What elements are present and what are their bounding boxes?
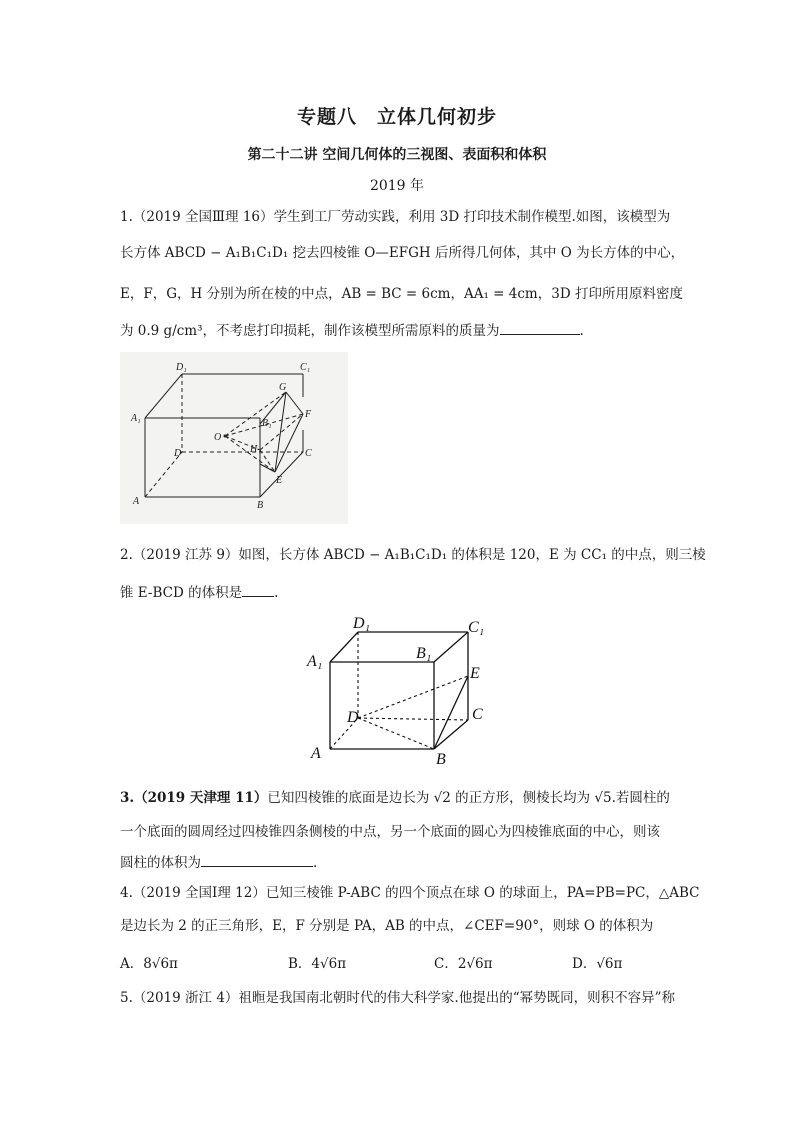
q1-label-e: E <box>276 475 283 486</box>
q1-cuboid-figure <box>120 352 348 524</box>
q3-source: （2019 天津理 11） <box>134 790 268 806</box>
q2-line-1: 2.（2019 江苏 9）如图，长方体 ABCD − A₁B₁C₁D₁ 的体积是 120，E 为 CC₁ 的中点，则三棱 <box>120 547 706 563</box>
q2-label-b: B <box>436 751 446 768</box>
q1-label-d1: D₁ <box>176 362 187 373</box>
q1-label-d: D <box>174 448 182 459</box>
q1-label-h: H <box>250 444 258 455</box>
q4-option-a: A．8√6π <box>120 956 178 972</box>
q3-line-2: 一个底面的圆周经过四棱锥四条侧棱的中点，另一个底面的圆心为四棱锥底面的中心，则该 <box>120 824 660 840</box>
q1-label-c1: C₁ <box>300 362 311 373</box>
q4-line-2: 是边长为 2 的正三角形，E，F 分别是 PA，AB 的中点，∠CEF=90°，则球 O 的体积为 <box>120 918 654 934</box>
q2-label-d: D <box>347 709 359 726</box>
q1-label-b: B <box>257 500 264 511</box>
q2-label-e: E <box>470 665 480 682</box>
q1-line-4-text: 为 0.9 g/cm³，不考虑打印损耗，制作该模型所需原料的质量为 <box>120 323 500 339</box>
q3-line-1-text: 已知四棱锥的底面是边长为 √2 的正方形，侧棱长均为 √5.若圆柱的 <box>267 790 670 806</box>
q2-label-a1: A₁ <box>307 653 323 670</box>
q1-label-o: O <box>214 432 222 443</box>
q3-number: 3. <box>120 790 135 806</box>
q4-option-d: D．√6π <box>572 956 623 972</box>
year-heading: 2019 年 <box>369 178 425 194</box>
q1-label-f: F <box>305 409 312 420</box>
q1-line-4 <box>120 320 690 341</box>
q1-label-a1: A₁ <box>131 413 141 424</box>
q1-answer-blank <box>500 320 580 335</box>
q3-line-3-end: . <box>313 855 318 871</box>
page-subtitle: 第二十二讲 空间几何体的三视图、表面积和体积 <box>247 147 547 163</box>
q1-line-3: E，F，G，H 分别为所在棱的中点，AB = BC = 6cm，AA₁ = 4cm，3D 打印所用原料密度 <box>120 286 683 302</box>
q2-answer-blank <box>242 582 274 597</box>
q2-line-2-end: . <box>274 585 279 601</box>
page-title: 专题八 立体几何初步 <box>296 106 497 128</box>
q3-line-3 <box>120 852 690 873</box>
q1-label-b1: B₁ <box>262 418 272 429</box>
q1-line-4-end: . <box>579 323 584 339</box>
q2-label-c1: C₁ <box>468 619 485 636</box>
q1-label-g: G <box>279 382 287 393</box>
q2-line-2-text: 锥 E-BCD 的体积是 <box>120 585 243 601</box>
q2-cuboid-figure <box>300 610 500 770</box>
q2-label-a: A <box>311 745 321 762</box>
q1-center-point-o <box>224 435 227 438</box>
q1-label-c: C <box>305 448 312 459</box>
q2-label-c: C <box>472 706 483 723</box>
q2-label-b1: B₁ <box>416 645 432 662</box>
q1-line-2: 长方体 ABCD − A₁B₁C₁D₁ 挖去四棱锥 O—EFGH 后所得几何体，其中 O 为长方体的中心， <box>120 245 685 261</box>
q3-line-1 <box>120 788 690 808</box>
q2-label-d1: D₁ <box>353 615 371 632</box>
q1-label-a: A <box>133 496 140 507</box>
q1-line-1: 1.（2019 全国Ⅲ理 16）学生到工厂劳动实践，利用 3D 打印技术制作模型.如图，该模型为 <box>120 209 671 225</box>
q2-line-2 <box>120 582 690 603</box>
q4-option-b: B．4√6π <box>288 956 347 972</box>
q4-line-1: 4.（2019 全国Ⅰ理 12）已知三棱锥 P-ABC 的四个顶点在球 O 的球面上，PA=PB=PC，△ABC <box>120 885 700 901</box>
q3-answer-blank <box>201 852 313 867</box>
q5-line-1: 5.（2019 浙江 4）祖暅是我国南北朝时代的伟大科学家.他提出的“幂势既同，则积不容异”称 <box>120 990 676 1006</box>
q4-option-c: C．2√6π <box>434 956 493 972</box>
q3-line-3-text: 圆柱的体积为 <box>120 855 201 871</box>
